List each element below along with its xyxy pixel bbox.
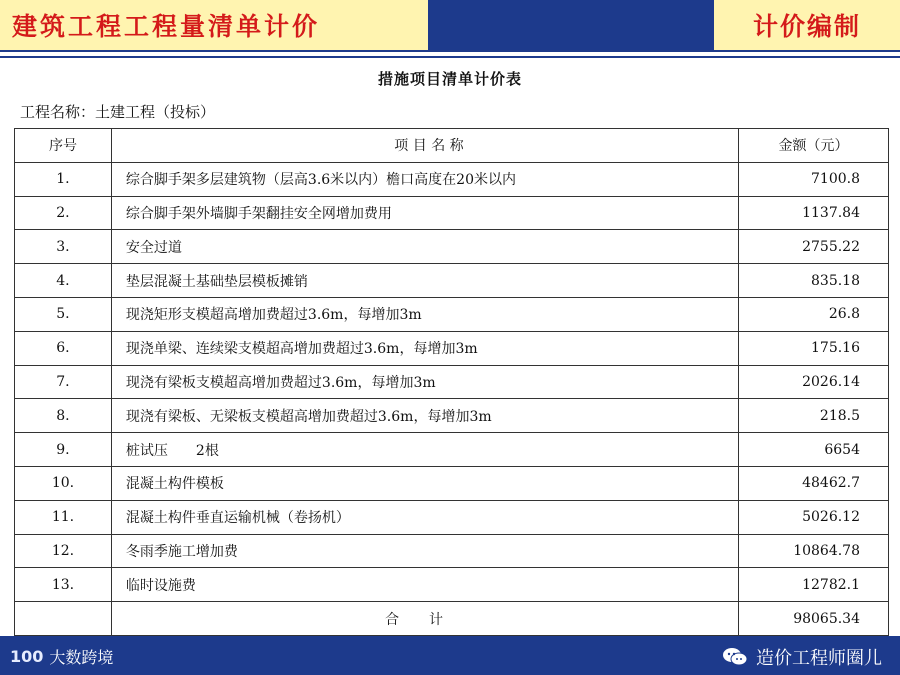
row-item-name: 现浇有梁板、无梁板支模超高增加费超过3.6m，每增加3m: [111, 399, 738, 433]
row-number: 2.: [15, 196, 112, 230]
row-number: 9.: [15, 433, 112, 467]
row-amount: 835.18: [739, 264, 889, 298]
row-amount: 175.16: [739, 331, 889, 365]
column-header-amount: 金额（元）: [739, 129, 889, 163]
row-item-name: 现浇矩形支模超高增加费超过3.6m，每增加3m: [111, 297, 738, 331]
table-row: [15, 297, 889, 331]
row-amount: 6654: [739, 433, 889, 467]
row-amount: 2026.14: [739, 365, 889, 399]
row-item-name: 综合脚手架外墙脚手架翻挂安全网增加费用: [111, 196, 738, 230]
table-row: [15, 433, 889, 467]
wechat-icon: [722, 647, 748, 667]
header-bar: [0, 0, 900, 52]
table-row: [15, 162, 889, 196]
row-number: 1.: [15, 162, 112, 196]
table-title: 措施项目清单计价表: [377, 70, 522, 88]
row-number: 12.: [15, 534, 112, 568]
table-row: [15, 196, 889, 230]
table-row: [15, 365, 889, 399]
row-item-name: 冬雨季施工增加费: [111, 534, 738, 568]
row-number: 3.: [15, 230, 112, 264]
table-row: [15, 399, 889, 433]
footer-bar: [0, 636, 900, 675]
row-item-name: 临时设施费: [111, 568, 738, 602]
total-number: [15, 602, 112, 636]
header-tag-box: [714, 0, 900, 50]
slide-tag: 计价编制: [752, 12, 861, 41]
row-number: 5.: [15, 297, 112, 331]
row-amount: 2755.22: [739, 230, 889, 264]
total-amount: 98065.34: [739, 602, 889, 636]
total-label: 合计: [111, 602, 738, 636]
column-header-name: 项 目 名 称: [111, 129, 738, 163]
table-row: [15, 568, 889, 602]
row-amount: 48462.7: [739, 466, 889, 500]
brand-logo-icon: 100: [10, 647, 44, 666]
row-number: 10.: [15, 466, 112, 500]
brand-name: 大数跨境: [49, 648, 114, 667]
row-number: 4.: [15, 264, 112, 298]
row-amount: 10864.78: [739, 534, 889, 568]
row-number: 7.: [15, 365, 112, 399]
table-body: [15, 162, 889, 635]
table-row: [15, 500, 889, 534]
header-divider-blue: [0, 56, 900, 58]
row-amount: 26.8: [739, 297, 889, 331]
row-number: 11.: [15, 500, 112, 534]
table-row: [15, 466, 889, 500]
table-row: [15, 264, 889, 298]
row-item-name: 安全过道: [111, 230, 738, 264]
footer-brand: [10, 645, 113, 668]
header-title-box: [0, 0, 428, 50]
row-item-name: 混凝土构件垂直运输机械（卷扬机）: [111, 500, 738, 534]
project-name: 工程名称：土建工程（投标）: [20, 103, 216, 121]
row-number: 6.: [15, 331, 112, 365]
row-item-name: 现浇有梁板支模超高增加费超过3.6m，每增加3m: [111, 365, 738, 399]
table-header-row: [15, 129, 889, 163]
table-row: [15, 230, 889, 264]
wechat-account-name: 造价工程师圈儿: [756, 648, 882, 669]
measures-bill-table: [14, 128, 889, 636]
row-item-name: 垫层混凝土基础垫层模板摊销: [111, 264, 738, 298]
footer-wechat: [722, 644, 882, 670]
table-row: [15, 331, 889, 365]
row-amount: 7100.8: [739, 162, 889, 196]
table-total-row: [15, 602, 889, 636]
row-amount: 1137.84: [739, 196, 889, 230]
row-amount: 12782.1: [739, 568, 889, 602]
row-item-name: 现浇单梁、连续梁支模超高增加费超过3.6m，每增加3m: [111, 331, 738, 365]
slide-title: 建筑工程工程量清单计价: [12, 12, 321, 41]
table-row: [15, 534, 889, 568]
row-item-name: 桩试压 2根: [111, 433, 738, 467]
row-item-name: 综合脚手架多层建筑物（层高3.6米以内）檐口高度在20米以内: [111, 162, 738, 196]
row-item-name: 混凝土构件模板: [111, 466, 738, 500]
row-number: 8.: [15, 399, 112, 433]
row-number: 13.: [15, 568, 112, 602]
row-amount: 218.5: [739, 399, 889, 433]
row-amount: 5026.12: [739, 500, 889, 534]
column-header-no: 序号: [15, 129, 112, 163]
